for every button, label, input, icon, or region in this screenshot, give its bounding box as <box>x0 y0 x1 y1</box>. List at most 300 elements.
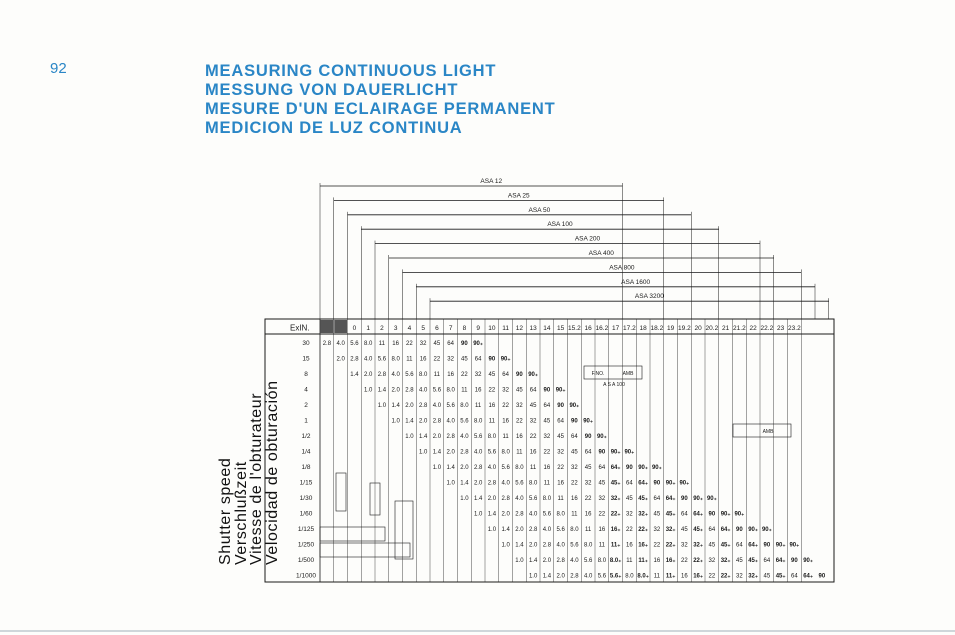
aperture-value: 16 <box>488 403 496 409</box>
aperture-value: 5.6 <box>446 403 455 409</box>
aperture-value: 1.0 <box>363 387 373 394</box>
aperture-value: 90₊ <box>624 449 635 456</box>
aperture-value: 64₊ <box>748 542 759 549</box>
aperture-value: 22 <box>653 542 661 549</box>
aperture-value: 64₊ <box>720 527 731 533</box>
aperture-value: 5.6 <box>570 542 579 549</box>
aperture-value: 1.0 <box>501 542 510 549</box>
aperture-value: 45 <box>626 496 633 502</box>
aperture-value: 1.4 <box>501 527 510 533</box>
shutter-speed-label: 1/30 <box>299 495 313 502</box>
aperture-value: 11 <box>626 558 633 564</box>
aperture-value: 4.0 <box>446 418 455 425</box>
aperture-value: 64₊ <box>693 511 704 518</box>
aperture-value: 16₊ <box>693 573 704 580</box>
aperture-value: 90₊ <box>693 496 704 502</box>
inset-band <box>320 543 410 557</box>
aperture-value: 4.0 <box>418 387 428 394</box>
aperture-value: 90 <box>653 480 661 487</box>
ev-column-label: 4 <box>407 325 412 332</box>
aperture-value: 90₊ <box>583 418 594 425</box>
aperture-value: 32₊ <box>665 527 676 533</box>
aperture-value: 8.0 <box>418 372 428 378</box>
aperture-value: 16 <box>543 465 551 471</box>
fno-inset-label: F.NO. <box>591 371 605 377</box>
asa-scale-label: ASA 200 <box>574 235 601 243</box>
aperture-value: 90 <box>736 527 743 533</box>
aperture-value: 16 <box>584 511 592 518</box>
aperture-value: 32 <box>543 434 551 440</box>
aperture-value: 45 <box>653 511 661 518</box>
ev-column-label: 21.2 <box>733 325 746 332</box>
shutter-speed-label: 1/500 <box>297 557 315 564</box>
shutter-speed-label: 30 <box>302 340 310 347</box>
aperture-value: 32₊ <box>748 573 759 580</box>
aperture-value: 45 <box>736 558 743 564</box>
ev-column-label: 10 <box>488 325 496 332</box>
aperture-value: 11 <box>461 387 468 394</box>
ev-column-label: 20 <box>694 325 702 332</box>
aperture-value: 45 <box>529 403 537 409</box>
aperture-value: 22 <box>529 434 537 440</box>
aperture-value: 90₊ <box>679 480 690 487</box>
aperture-value: 1.0 <box>473 511 483 518</box>
ev-column-label: 13 <box>529 325 537 332</box>
aperture-value: 90₊ <box>748 527 759 533</box>
aperture-value: 8.0 <box>501 449 510 456</box>
aperture-value: 2.0 <box>473 480 483 487</box>
aperture-value: 90 <box>818 573 826 580</box>
ev-column-label: 17.2 <box>623 325 636 332</box>
aperture-value: 5.6 <box>487 449 497 456</box>
aperture-value: 64₊ <box>665 496 676 502</box>
shutter-speed-label: 2 <box>304 402 308 409</box>
aperture-value: 90₊ <box>775 542 786 549</box>
aperture-value: 8.0 <box>528 480 538 487</box>
aperture-value: 22 <box>571 480 578 487</box>
shutter-speed-label: 1 <box>304 417 308 425</box>
aperture-value: 22₊ <box>693 558 704 564</box>
aperture-value: 5.6 <box>377 356 387 363</box>
aperture-value: 32₊ <box>638 511 649 518</box>
asa-scale-label: ASA 100 <box>547 221 573 229</box>
amb-inset-label: AMB <box>622 371 634 377</box>
aperture-value: 32 <box>516 403 523 409</box>
ev-column-label: 16.2 <box>595 325 609 332</box>
aperture-value: 1.0 <box>515 558 524 564</box>
aperture-value: 16 <box>598 527 606 533</box>
aperture-value: 45₊ <box>693 527 704 533</box>
aperture-value: 45₊ <box>775 573 786 580</box>
aperture-value: 16 <box>626 542 633 549</box>
asa-scale-label: ASA 3200 <box>634 293 664 301</box>
aperture-value: 4.0 <box>556 542 565 549</box>
aperture-value: 16 <box>502 418 509 425</box>
shutter-speed-label: 1/8 <box>301 464 311 471</box>
aperture-value: 22₊ <box>720 573 731 580</box>
aperture-value: 4.0 <box>473 449 483 456</box>
aperture-value: 2.8 <box>473 465 483 471</box>
aperture-value: 64 <box>529 387 537 394</box>
ev-column-label: 23 <box>777 325 785 332</box>
aperture-value: 2.8 <box>405 387 414 394</box>
aperture-value: 90 <box>557 403 564 409</box>
asa-scale-label: ASA 12 <box>480 178 503 185</box>
aperture-value: 22 <box>516 418 523 425</box>
aperture-value: 2.8 <box>322 341 332 347</box>
axis-label-german: Verschlußzeit <box>232 461 250 565</box>
bottom-divider <box>0 630 955 632</box>
ev-column-label: 5 <box>421 325 425 332</box>
shutter-speed-label: 15 <box>302 355 310 363</box>
aperture-value: 2.8 <box>460 449 469 456</box>
aperture-value: 8.0 <box>556 511 565 518</box>
aperture-value: 64 <box>598 465 606 471</box>
aperture-value: 11 <box>502 434 509 440</box>
aperture-value: 2.0 <box>487 496 497 502</box>
aperture-value: 45 <box>461 356 468 363</box>
vertical-inset-box <box>336 473 346 511</box>
aperture-value: 16 <box>653 558 661 564</box>
aperture-value: 64₊ <box>638 480 649 487</box>
aperture-value: 4.0 <box>391 372 400 378</box>
asa-scale-label: ASA 800 <box>609 264 635 272</box>
aperture-value: 8.0 <box>460 403 469 409</box>
aperture-value: 1.0 <box>391 418 400 425</box>
aperture-value: 2.0 <box>405 403 414 409</box>
aperture-value: 16 <box>392 341 399 347</box>
aperture-value: 45₊ <box>748 558 759 564</box>
aperture-value: 64 <box>791 573 798 580</box>
title-english: MEASURING CONTINUOUS LIGHT <box>205 62 497 80</box>
aperture-value: 2.8 <box>570 573 579 580</box>
aperture-value: 32 <box>474 372 482 378</box>
aperture-value: 2.8 <box>501 496 510 502</box>
aperture-value: 32 <box>708 558 716 564</box>
aperture-value: 1.0 <box>446 480 455 487</box>
aperture-value: 4.0 <box>501 480 510 487</box>
aperture-value: 64 <box>557 418 564 425</box>
ev-column-label: 15.2 <box>568 325 581 332</box>
aperture-value: 1.4 <box>432 449 442 456</box>
aperture-value: 5.6 <box>583 558 593 564</box>
ev-column-label: 11 <box>502 325 509 332</box>
aperture-value: 22 <box>557 465 564 471</box>
aperture-value: 4.0 <box>460 434 469 440</box>
aperture-value: 4.0 <box>432 403 442 409</box>
aperture-value: 16 <box>571 496 578 502</box>
aperture-value: 5.6 <box>350 341 359 347</box>
aperture-value: 64 <box>736 542 743 549</box>
aperture-value: 8.0₊ <box>637 573 649 580</box>
title-spanish: MEDICION DE LUZ CONTINUA <box>205 119 463 137</box>
aperture-value: 5.6₊ <box>609 573 622 580</box>
ev-column-label: 0 <box>352 325 357 332</box>
aperture-value: 32 <box>626 511 633 518</box>
aperture-value: 32 <box>681 542 688 549</box>
aperture-value: 8.0 <box>446 387 455 394</box>
ev-column-label: 8 <box>462 325 467 332</box>
shutter-speed-label: 1/250 <box>297 541 315 549</box>
ev-column-label: 9 <box>476 325 480 332</box>
aperture-value: 90 <box>791 558 798 564</box>
aperture-value: 32 <box>584 480 592 487</box>
aperture-value: 90₊ <box>596 434 607 440</box>
shutter-speed-label: 1/1000 <box>296 572 316 580</box>
axis-label-english: Shutter speed <box>217 457 234 565</box>
header-shaded-cell <box>321 320 334 333</box>
aperture-value: 2.8 <box>556 558 565 564</box>
aperture-value: 45 <box>571 449 578 456</box>
aperture-value: 5.6 <box>515 480 524 487</box>
aperture-value: 8.0 <box>473 418 483 425</box>
aperture-value: 16₊ <box>665 558 676 564</box>
aperture-value: 5.6 <box>473 434 483 440</box>
aperture-value: 90₊ <box>610 449 621 456</box>
aperture-value: 90₊ <box>500 356 511 363</box>
aperture-value: 90 <box>626 465 633 471</box>
aperture-value: 45 <box>708 542 716 549</box>
aperture-value: 11 <box>571 511 578 518</box>
aperture-value: 32 <box>529 418 537 425</box>
aperture-value: 90₊ <box>555 387 566 394</box>
ev-column-label: 6 <box>435 325 439 332</box>
aperture-value: 4.0 <box>515 496 524 502</box>
aperture-value: 2.8 <box>542 542 552 549</box>
aperture-value: 90₊ <box>803 558 814 564</box>
aperture-value: 16₊ <box>638 542 649 549</box>
aperture-value: 22₊ <box>610 511 621 518</box>
aperture-value: 8.0 <box>583 542 593 549</box>
aperture-value: 1.0 <box>528 573 538 580</box>
aperture-value: 1.4 <box>515 542 524 549</box>
aperture-value: 1.4 <box>487 511 497 518</box>
aperture-value: 90₊ <box>569 403 580 409</box>
aperture-value: 32 <box>653 527 661 533</box>
aperture-value: 1.4 <box>418 434 428 440</box>
aperture-value: 2.8 <box>377 372 387 378</box>
aperture-value: 45 <box>681 527 688 533</box>
aperture-value: 45 <box>433 341 441 347</box>
aperture-value: 90 <box>598 449 606 456</box>
aperture-value: 11₊ <box>665 573 676 580</box>
aperture-value: 2.8 <box>350 356 359 363</box>
ev-column-label: 21 <box>722 325 730 332</box>
aperture-value: 1.4 <box>377 387 387 394</box>
aperture-value: 1.4 <box>460 480 469 487</box>
ev-column-label: 2 <box>380 325 384 332</box>
asa-scale-label: ASA 25 <box>507 192 530 200</box>
aperture-value: 22 <box>584 496 592 502</box>
ev-column-label: 22 <box>749 325 757 332</box>
aperture-value: 11 <box>543 480 550 487</box>
aperture-value: 90 <box>543 387 551 394</box>
aperture-value: 4.0 <box>583 573 593 580</box>
ev-column-label: 15 <box>557 325 565 332</box>
aperture-value: 8.0₊ <box>609 558 622 564</box>
aperture-value: 90₊ <box>720 511 731 518</box>
aperture-value: 2.0 <box>391 387 400 394</box>
aperture-value: 45 <box>488 372 496 378</box>
aperture-value: 5.6 <box>556 527 565 533</box>
aperture-value: 90₊ <box>789 542 800 549</box>
aperture-value: 45 <box>557 434 564 440</box>
aperture-value: 22 <box>502 403 509 409</box>
aperture-value: 90₊ <box>651 465 662 471</box>
aperture-value: 45₊ <box>638 496 649 502</box>
aperture-value: 16₊ <box>610 527 621 533</box>
aperture-value: 11 <box>433 372 440 378</box>
aperture-value: 1.4 <box>446 465 455 471</box>
aperture-value: 5.6 <box>460 418 469 425</box>
aperture-value: 1.0 <box>487 527 497 533</box>
aperture-value: 64 <box>447 341 454 347</box>
aperture-value: 8.0 <box>570 527 579 533</box>
aperture-value: 2.8 <box>418 403 428 409</box>
aperture-value: 8.0 <box>625 573 634 580</box>
aperture-value: 8.0 <box>363 341 373 347</box>
aperture-value: 90 <box>584 434 592 440</box>
exin-header-label: ExIN. <box>290 323 310 333</box>
aperture-value: 5.6 <box>542 511 552 518</box>
aperture-value: 32 <box>419 341 427 347</box>
aperture-value: 64 <box>571 434 578 440</box>
aperture-value: 8.0 <box>391 356 400 363</box>
shutter-speed-label: 1/125 <box>297 526 315 533</box>
ev-column-label: 7 <box>448 325 453 332</box>
ev-column-label: 16 <box>584 325 592 332</box>
aperture-value: 11 <box>598 542 605 549</box>
aperture-value: 1.0 <box>405 434 414 440</box>
aperture-value: 4.0 <box>487 465 497 471</box>
aperture-value: 2.0 <box>515 527 524 533</box>
aperture-value: 22 <box>708 573 716 580</box>
amb-inset-label: AMB <box>762 429 774 435</box>
aperture-value: 90₊ <box>706 496 717 502</box>
aperture-value: 11 <box>516 449 523 456</box>
aperture-value: 11 <box>653 573 660 580</box>
aperture-value: 2.8 <box>515 511 524 518</box>
aperture-value: 16 <box>474 387 482 394</box>
aperture-value: 16 <box>529 449 537 456</box>
aperture-value: 11₊ <box>610 542 621 549</box>
shutter-speed-label: 4 <box>304 386 308 394</box>
aperture-value: 45 <box>598 480 606 487</box>
shutter-speed-label: 1/60 <box>299 510 313 518</box>
aperture-value: 5.6 <box>597 573 607 580</box>
aperture-value: 90 <box>516 372 523 378</box>
aperture-value: 11 <box>406 356 413 363</box>
asa-scale-label: ASA 1600 <box>621 278 651 286</box>
aperture-value: 90 <box>488 356 496 363</box>
aperture-value: 5.6 <box>432 387 442 394</box>
aperture-value: 64 <box>681 511 688 518</box>
aperture-value: 64 <box>543 403 551 409</box>
aperture-value: 22 <box>406 341 413 347</box>
aperture-value: 90 <box>763 542 771 549</box>
aperture-value: 64₊ <box>610 465 621 471</box>
aperture-value: 22 <box>598 511 606 518</box>
aperture-value: 16 <box>447 372 454 378</box>
asa-scale-label: ASA 50 <box>528 206 551 214</box>
header-shaded-cell <box>334 320 347 333</box>
aperture-value: 11 <box>475 403 482 409</box>
aperture-value: 90₊ <box>761 527 772 533</box>
aperture-value: 1.4 <box>405 418 414 425</box>
aperture-value: 90 <box>681 496 688 502</box>
ev-column-label: 19 <box>667 325 675 332</box>
ev-column-label: 3 <box>393 325 398 332</box>
aperture-value: 32 <box>571 465 578 471</box>
aperture-value: 1.4 <box>350 372 359 378</box>
aperture-value: 32₊ <box>720 558 731 564</box>
aperture-value: 22 <box>461 372 468 378</box>
aperture-value: 2.0 <box>542 558 552 564</box>
aperture-value: 22₊ <box>665 542 676 549</box>
aperture-value: 90₊ <box>528 372 539 378</box>
aperture-value: 16 <box>419 356 427 363</box>
aperture-value: 32₊ <box>693 542 704 549</box>
aperture-value: 1.4 <box>528 558 538 564</box>
shutter-speed-label: 1/4 <box>301 448 311 456</box>
aperture-value: 16 <box>516 434 523 440</box>
aperture-value: 90₊ <box>734 511 745 518</box>
aperture-value: 11 <box>488 418 495 425</box>
asa-scale-label: ASA 400 <box>588 250 614 257</box>
ev-column-label: 14 <box>543 325 551 332</box>
aperture-value: 22 <box>543 449 551 456</box>
aperture-value: 5.6 <box>501 465 510 471</box>
aperture-value: 90₊ <box>665 480 676 487</box>
title-german: MESSUNG VON DAUERLICHT <box>205 81 459 99</box>
aperture-value: 11₊ <box>638 558 648 564</box>
title-french: MESURE D'UN ECLAIRAGE PERMANENT <box>205 100 556 118</box>
aperture-value: 2.0 <box>363 372 373 378</box>
inset-band <box>320 527 385 541</box>
aperture-value: 32₊ <box>610 496 621 502</box>
aperture-value: 2.0 <box>556 573 565 580</box>
axis-label-french: Vitesse de l'obturateur <box>248 392 265 565</box>
aperture-value: 90 <box>708 511 716 518</box>
aperture-value: 64 <box>708 527 716 533</box>
aperture-value: 8.0 <box>542 496 552 502</box>
aperture-value: 4.0 <box>542 527 552 533</box>
aperture-value: 45 <box>763 573 771 580</box>
aperture-value: 32 <box>447 356 454 363</box>
aperture-value: 8.0 <box>597 558 607 564</box>
aperture-value: 22 <box>681 558 688 564</box>
aperture-value: 64 <box>584 449 592 456</box>
aperture-value: 2.0 <box>528 542 538 549</box>
aperture-value: 45 <box>584 465 592 471</box>
aperture-value: 1.0 <box>377 403 387 409</box>
aperture-value: 1.4 <box>391 403 400 409</box>
aperture-value: 1.0 <box>418 449 428 456</box>
aperture-value: 32 <box>736 573 743 580</box>
ev-column-label: 20.2 <box>705 325 719 332</box>
aperture-value: 90 <box>571 418 578 425</box>
aperture-value: 90₊ <box>473 341 484 347</box>
aperture-value: 64₊ <box>803 573 814 580</box>
aperture-value: 64 <box>474 356 482 363</box>
ev-column-label: 17 <box>612 325 620 332</box>
aperture-value: 45 <box>516 387 523 394</box>
aperture-value: 1.4 <box>542 573 552 580</box>
aperture-value: 90 <box>461 341 468 347</box>
aperture-value: 4.0 <box>363 356 373 363</box>
aperture-value: 1.4 <box>473 496 483 502</box>
aperture-value: 1.0 <box>460 496 469 502</box>
